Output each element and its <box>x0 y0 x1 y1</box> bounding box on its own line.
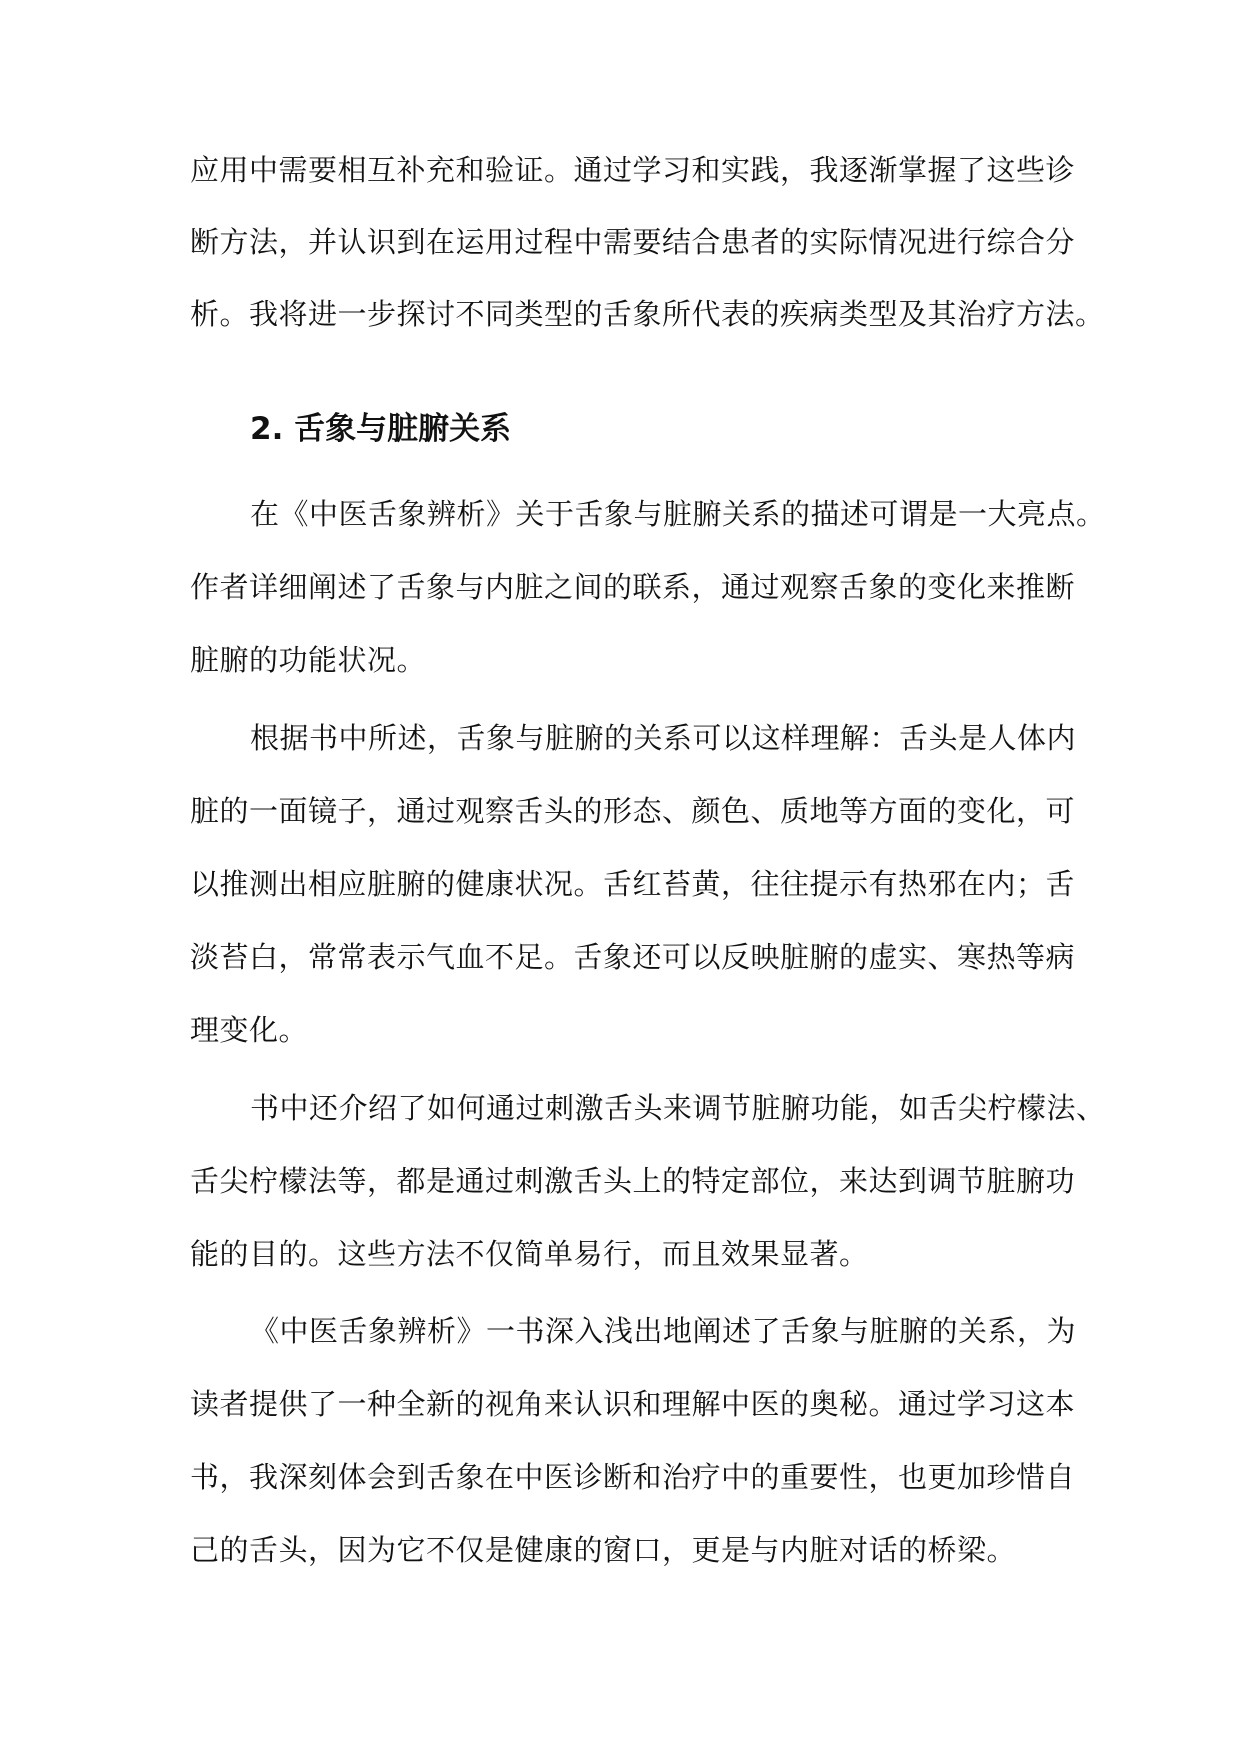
paragraph-2-line-3: 以推测出相应脏腑的健康状况。舌红苔黄，往往提示有热邪在内；舌 <box>190 867 1076 901</box>
paragraph-2-line-5: 理变化。 <box>190 1013 309 1047</box>
paragraph-1-line-2: 作者详细阐述了舌象与内脏之间的联系，通过观察舌象的变化来推断 <box>190 570 1076 604</box>
section-heading: 2. 舌象与脏腑关系 <box>250 411 512 447</box>
paragraph-2-line-4: 淡苔白，常常表示气血不足。舌象还可以反映脏腑的虚实、寒热等病 <box>190 940 1076 974</box>
paragraph-4-line-1: 《中医舌象辨析》一书深入浅出地阐述了舌象与脏腑的关系，为 <box>250 1314 1077 1348</box>
paragraph-2-line-1: 根据书中所述，舌象与脏腑的关系可以这样理解：舌头是人体内 <box>250 721 1077 755</box>
paragraph-3-line-1: 书中还介绍了如何通过刺激舌头来调节脏腑功能，如舌尖柠檬法、 <box>250 1091 1106 1125</box>
paragraph-3-line-2: 舌尖柠檬法等，都是通过刺激舌头上的特定部位，来达到调节脏腑功 <box>190 1164 1076 1198</box>
paragraph-4-line-4: 己的舌头，因为它不仅是健康的窗口，更是与内脏对话的桥梁。 <box>190 1533 1017 1567</box>
intro-line-3: 析。我将进一步探讨不同类型的舌象所代表的疾病类型及其治疗方法。 <box>190 297 1105 331</box>
intro-line-1: 应用中需要相互补充和验证。通过学习和实践，我逐渐掌握了这些诊 <box>190 153 1076 187</box>
intro-line-2: 断方法，并认识到在运用过程中需要结合患者的实际情况进行综合分 <box>190 225 1076 259</box>
paragraph-1-line-3: 脏腑的功能状况。 <box>190 643 427 677</box>
paragraph-2-line-2: 脏的一面镜子，通过观察舌头的形态、颜色、质地等方面的变化，可 <box>190 794 1076 828</box>
paragraph-1-line-1: 在《中医舌象辨析》关于舌象与脏腑关系的描述可谓是一大亮点。 <box>250 497 1106 531</box>
paragraph-4-line-2: 读者提供了一种全新的视角来认识和理解中医的奥秘。通过学习这本 <box>190 1387 1076 1421</box>
paragraph-4-line-3: 书，我深刻体会到舌象在中医诊断和治疗中的重要性，也更加珍惜自 <box>190 1460 1076 1494</box>
paragraph-3-line-3: 能的目的。这些方法不仅简单易行，而且效果显著。 <box>190 1237 869 1271</box>
